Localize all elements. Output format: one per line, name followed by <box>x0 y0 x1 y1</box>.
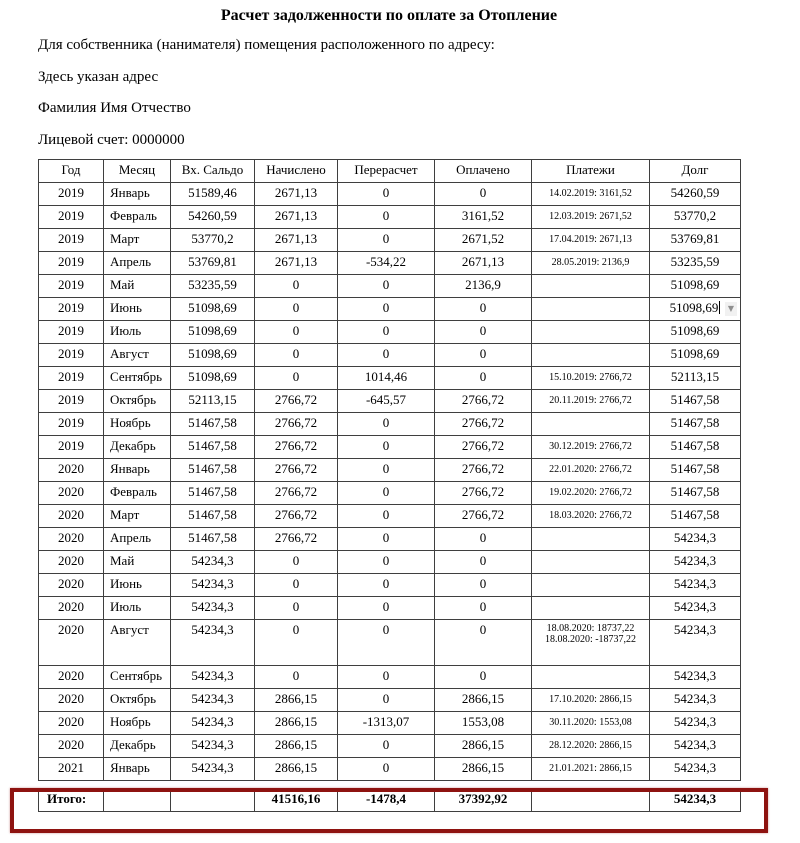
cell-payments <box>532 734 650 757</box>
cell-recalc: 0 <box>338 481 435 504</box>
cell-year: 2019 <box>39 205 104 228</box>
cell-in-balance: 51467,58 <box>171 481 255 504</box>
cell-debt: 54234,3 <box>650 596 741 619</box>
payment-entry: 21.01.2021: 2866,15 <box>549 763 632 774</box>
cell-recalc: 0 <box>338 596 435 619</box>
cell-paid: 2766,72 <box>435 504 532 527</box>
cell-payments <box>532 412 650 435</box>
cell-year: 2019 <box>39 435 104 458</box>
cell-recalc: 0 <box>338 205 435 228</box>
cell-year: 2020 <box>39 734 104 757</box>
cell-paid: 1553,08 <box>435 711 532 734</box>
cell-year: 2020 <box>39 688 104 711</box>
intro-line-name: Фамилия Имя Отчество <box>38 100 191 116</box>
cell-year: 2020 <box>39 481 104 504</box>
cell-paid: 0 <box>435 182 532 205</box>
cell-year: 2019 <box>39 251 104 274</box>
header-debt: Долг <box>650 159 741 182</box>
cell-year: 2020 <box>39 711 104 734</box>
cell-payments <box>532 711 650 734</box>
cell-in-balance: 54234,3 <box>171 573 255 596</box>
payment-entry: 19.02.2020: 2766,72 <box>549 487 632 498</box>
cell-month: Январь <box>104 458 171 481</box>
cell-in-balance: 54234,3 <box>171 619 255 665</box>
cell-payments <box>532 182 650 205</box>
payment-entry: 17.04.2019: 2671,13 <box>549 234 632 245</box>
cell-paid: 2766,72 <box>435 481 532 504</box>
header-recalc: Перерасчет <box>338 159 435 182</box>
cell-year: 2020 <box>39 665 104 688</box>
payment-entry: 28.12.2020: 2866,15 <box>549 740 632 751</box>
cell-year: 2021 <box>39 757 104 780</box>
cell-payments <box>532 757 650 780</box>
cell-accrued: 0 <box>255 274 338 297</box>
cell-debt: 54234,3 <box>650 573 741 596</box>
debt-table <box>38 159 741 781</box>
cell-month: Ноябрь <box>104 711 171 734</box>
cell-payments <box>532 481 650 504</box>
cell-accrued: 0 <box>255 596 338 619</box>
cell-accrued: 2866,15 <box>255 711 338 734</box>
cell-payments <box>532 665 650 688</box>
cell-month: Август <box>104 343 171 366</box>
cell-year: 2019 <box>39 297 104 320</box>
cell-year: 2020 <box>39 573 104 596</box>
cell-debt: 51467,58 <box>650 458 741 481</box>
cell-paid: 0 <box>435 550 532 573</box>
cell-in-balance: 51098,69 <box>171 297 255 320</box>
payment-entry: 22.01.2020: 2766,72 <box>549 464 632 475</box>
text-cursor <box>719 301 720 314</box>
cell-in-balance: 51098,69 <box>171 343 255 366</box>
intro-block <box>0 36 800 150</box>
cell-in-balance: 54234,3 <box>171 596 255 619</box>
cell-accrued: 0 <box>255 619 338 665</box>
cell-month: Январь <box>104 757 171 780</box>
cell-debt: 53770,2 <box>650 205 741 228</box>
payment-entry: 17.10.2020: 2866,15 <box>549 694 632 705</box>
cell-debt: 51098,69 <box>650 343 741 366</box>
cell-year: 2019 <box>39 412 104 435</box>
table-row <box>39 435 741 458</box>
intro-line-address: Здесь указан адрес <box>38 68 159 85</box>
payment-entry: 30.12.2019: 2766,72 <box>549 441 632 452</box>
cell-accrued: 2766,72 <box>255 458 338 481</box>
cell-in-balance: 53235,59 <box>171 274 255 297</box>
table-row <box>39 274 741 297</box>
cell-in-balance: 54234,3 <box>171 757 255 780</box>
cell-payments <box>532 504 650 527</box>
header-month: Месяц <box>104 159 171 182</box>
cell-accrued: 2766,72 <box>255 527 338 550</box>
cell-paid: 0 <box>435 665 532 688</box>
intro-line-account: Лицевой счет: 0000000 <box>38 131 185 148</box>
cell-accrued: 0 <box>255 665 338 688</box>
cell-accrued: 2671,13 <box>255 251 338 274</box>
cell-payments <box>532 458 650 481</box>
cell-accrued: 2766,72 <box>255 412 338 435</box>
cell-debt: 52113,15 <box>650 366 741 389</box>
cell-month: Март <box>104 228 171 251</box>
cell-year: 2019 <box>39 228 104 251</box>
table-row <box>39 527 741 550</box>
cell-paid: 2766,72 <box>435 389 532 412</box>
cell-accrued: 2671,13 <box>255 182 338 205</box>
cell-paid: 2766,72 <box>435 458 532 481</box>
payment-entry: 20.11.2019: 2766,72 <box>549 395 632 406</box>
cell-month: Август <box>104 619 171 665</box>
table-row <box>39 182 741 205</box>
cell-debt: 54234,3 <box>650 527 741 550</box>
table-row <box>39 711 741 734</box>
cell-payments <box>532 343 650 366</box>
cell-year: 2019 <box>39 320 104 343</box>
cell-debt: 53769,81 <box>650 228 741 251</box>
cell-paid: 0 <box>435 573 532 596</box>
cell-recalc: 0 <box>338 343 435 366</box>
cell-recalc: 0 <box>338 458 435 481</box>
cell-recalc: -645,57 <box>338 389 435 412</box>
cell-month: Апрель <box>104 527 171 550</box>
cell-in-balance: 54234,3 <box>171 688 255 711</box>
cell-paid: 2766,72 <box>435 435 532 458</box>
cell-month: Сентябрь <box>104 366 171 389</box>
header-year: Год <box>39 159 104 182</box>
cell-payments <box>532 435 650 458</box>
cell-in-balance: 51467,58 <box>171 504 255 527</box>
cell-payments <box>532 251 650 274</box>
cell-payments <box>532 596 650 619</box>
payment-entry: 14.02.2019: 3161,52 <box>549 188 632 199</box>
payment-entry: 30.11.2020: 1553,08 <box>549 717 632 728</box>
cell-in-balance: 54260,59 <box>171 205 255 228</box>
cell-accrued: 2766,72 <box>255 481 338 504</box>
cell-month: Февраль <box>104 205 171 228</box>
cell-debt: 51467,58 <box>650 412 741 435</box>
cell-recalc: 0 <box>338 297 435 320</box>
cell-month: Декабрь <box>104 435 171 458</box>
dropdown-button[interactable]: ▼ <box>725 302 737 316</box>
cell-recalc: 0 <box>338 182 435 205</box>
table-row <box>39 619 741 665</box>
cell-payments <box>532 619 650 665</box>
cell-in-balance: 51467,58 <box>171 412 255 435</box>
cell-month: Апрель <box>104 251 171 274</box>
cell-in-balance: 53770,2 <box>171 228 255 251</box>
cell-debt: 51467,58 <box>650 389 741 412</box>
cell-debt: 54234,3 <box>650 711 741 734</box>
cell-in-balance: 51467,58 <box>171 527 255 550</box>
cell-paid: 0 <box>435 596 532 619</box>
cell-year: 2020 <box>39 527 104 550</box>
table-row <box>39 228 741 251</box>
totals-accrued: 41516,16 <box>255 788 338 811</box>
cell-recalc: -1313,07 <box>338 711 435 734</box>
cell-paid: 2136,9 <box>435 274 532 297</box>
totals-label: Итого: <box>39 788 104 811</box>
payment-entry: 12.03.2019: 2671,52 <box>549 211 632 222</box>
cell-recalc: 0 <box>338 504 435 527</box>
cell-debt: 53235,59 <box>650 251 741 274</box>
cell-paid: 2766,72 <box>435 412 532 435</box>
cell-accrued: 0 <box>255 573 338 596</box>
cell-paid: 3161,52 <box>435 205 532 228</box>
cell-year: 2020 <box>39 596 104 619</box>
cell-debt: 54234,3 <box>650 619 741 665</box>
table-row <box>39 320 741 343</box>
cell-recalc: 0 <box>338 665 435 688</box>
payment-entry: 15.10.2019: 2766,72 <box>549 372 632 383</box>
cell-month: Июнь <box>104 573 171 596</box>
cell-debt: 51467,58 <box>650 435 741 458</box>
cell-accrued: 0 <box>255 366 338 389</box>
cell-paid: 0 <box>435 619 532 665</box>
cell-in-balance: 54234,3 <box>171 711 255 734</box>
totals-in-balance-empty <box>171 788 255 811</box>
cell-payments <box>532 320 650 343</box>
cell-month: Октябрь <box>104 688 171 711</box>
cell-month: Январь <box>104 182 171 205</box>
table-row <box>39 688 741 711</box>
cell-paid: 0 <box>435 343 532 366</box>
cell-recalc: 1014,46 <box>338 366 435 389</box>
table-row <box>39 343 741 366</box>
cell-month: Сентябрь <box>104 665 171 688</box>
table-row <box>39 481 741 504</box>
cell-payments <box>532 573 650 596</box>
cell-recalc: -534,22 <box>338 251 435 274</box>
cell-in-balance: 54234,3 <box>171 665 255 688</box>
cell-debt: 51467,58 <box>650 481 741 504</box>
table-row <box>39 757 741 780</box>
table-row <box>39 458 741 481</box>
payment-entry: 18.08.2020: 18737,22 <box>546 622 635 634</box>
cell-paid: 2866,15 <box>435 757 532 780</box>
cell-accrued: 2671,13 <box>255 228 338 251</box>
totals-month-empty <box>104 788 171 811</box>
table-row <box>39 665 741 688</box>
cell-in-balance: 51467,58 <box>171 435 255 458</box>
cell-recalc: 0 <box>338 274 435 297</box>
cell-payments <box>532 205 650 228</box>
header-accrued: Начислено <box>255 159 338 182</box>
cell-recalc: 0 <box>338 320 435 343</box>
cell-accrued: 0 <box>255 550 338 573</box>
cell-debt: 54234,3 <box>650 734 741 757</box>
cell-recalc: 0 <box>338 619 435 665</box>
cell-accrued: 0 <box>255 343 338 366</box>
cell-month: Июль <box>104 596 171 619</box>
debt-value: 51098,69 <box>669 300 719 316</box>
header-in-balance: Вх. Сальдо <box>171 159 255 182</box>
cell-payments <box>532 297 650 320</box>
totals-table <box>38 788 741 812</box>
cell-year: 2019 <box>39 366 104 389</box>
cell-year: 2020 <box>39 458 104 481</box>
cell-accrued: 2766,72 <box>255 435 338 458</box>
cell-in-balance: 51589,46 <box>171 182 255 205</box>
cell-year: 2020 <box>39 619 104 665</box>
cell-paid: 0 <box>435 320 532 343</box>
table-row <box>39 734 741 757</box>
cell-accrued: 2866,15 <box>255 688 338 711</box>
cell-recalc: 0 <box>338 550 435 573</box>
cell-payments <box>532 527 650 550</box>
cell-in-balance: 53769,81 <box>171 251 255 274</box>
cell-accrued: 2766,72 <box>255 504 338 527</box>
cell-in-balance: 52113,15 <box>171 389 255 412</box>
cell-month: Февраль <box>104 481 171 504</box>
cell-recalc: 0 <box>338 757 435 780</box>
cell-paid: 0 <box>435 527 532 550</box>
cell-recalc: 0 <box>338 688 435 711</box>
cell-debt: 54234,3 <box>650 688 741 711</box>
cell-paid: 2866,15 <box>435 688 532 711</box>
cell-recalc: 0 <box>338 412 435 435</box>
totals-recalc: -1478,4 <box>338 788 435 811</box>
cell-payments <box>532 366 650 389</box>
cell-accrued: 2866,15 <box>255 734 338 757</box>
cell-debt: 51467,58 <box>650 504 741 527</box>
payment-entry: 18.08.2020: -18737,22 <box>544 633 637 645</box>
cell-paid: 0 <box>435 366 532 389</box>
totals-paid: 37392,92 <box>435 788 532 811</box>
cell-debt <box>650 297 741 320</box>
cell-paid: 2671,13 <box>435 251 532 274</box>
table-row <box>39 596 741 619</box>
cell-month: Март <box>104 504 171 527</box>
cell-accrued: 2766,72 <box>255 389 338 412</box>
cell-in-balance: 51098,69 <box>171 366 255 389</box>
cell-month: Июль <box>104 320 171 343</box>
cell-month: Ноябрь <box>104 412 171 435</box>
header-payments: Платежи <box>532 159 650 182</box>
cell-debt: 54234,3 <box>650 550 741 573</box>
cell-recalc: 0 <box>338 527 435 550</box>
cell-year: 2020 <box>39 504 104 527</box>
payment-entry: 18.03.2020: 2766,72 <box>549 510 632 521</box>
cell-payments <box>532 228 650 251</box>
totals-row <box>39 788 741 811</box>
totals-debt: 54234,3 <box>650 788 741 811</box>
cell-payments <box>532 389 650 412</box>
cell-debt: 54260,59 <box>650 182 741 205</box>
table-row <box>39 366 741 389</box>
cell-accrued: 0 <box>255 320 338 343</box>
cell-accrued: 0 <box>255 297 338 320</box>
cell-debt: 54234,3 <box>650 757 741 780</box>
table-header-row <box>39 159 741 182</box>
cell-debt: 51098,69 <box>650 320 741 343</box>
cell-recalc: 0 <box>338 573 435 596</box>
cell-year: 2019 <box>39 343 104 366</box>
table-row <box>39 297 741 320</box>
cell-debt: 54234,3 <box>650 665 741 688</box>
page-title: Расчет задолженности по оплате за Отопление <box>220 7 558 24</box>
cell-in-balance: 54234,3 <box>171 734 255 757</box>
table-row <box>39 550 741 573</box>
table-row <box>39 205 741 228</box>
cell-recalc: 0 <box>338 228 435 251</box>
cell-month: Май <box>104 550 171 573</box>
table-row <box>39 412 741 435</box>
cell-recalc: 0 <box>338 734 435 757</box>
cell-year: 2019 <box>39 389 104 412</box>
cell-month: Октябрь <box>104 389 171 412</box>
cell-accrued: 2671,13 <box>255 205 338 228</box>
cell-paid: 2671,52 <box>435 228 532 251</box>
cell-debt: 51098,69 <box>650 274 741 297</box>
cell-payments <box>532 550 650 573</box>
cell-accrued: 2866,15 <box>255 757 338 780</box>
cell-year: 2019 <box>39 182 104 205</box>
cell-year: 2020 <box>39 550 104 573</box>
cell-recalc: 0 <box>338 435 435 458</box>
cell-year: 2019 <box>39 274 104 297</box>
totals-payments-empty <box>532 788 650 811</box>
payment-entry: 28.05.2019: 2136,9 <box>551 257 630 268</box>
table-row <box>39 389 741 412</box>
table-row <box>39 573 741 596</box>
table-row <box>39 251 741 274</box>
cell-in-balance: 51098,69 <box>171 320 255 343</box>
cell-month: Май <box>104 274 171 297</box>
intro-line-address-label: Для собственника (нанимателя) помещения расположенного по адресу: <box>38 37 495 53</box>
cell-paid: 0 <box>435 297 532 320</box>
cell-month: Декабрь <box>104 734 171 757</box>
cell-in-balance: 51467,58 <box>171 458 255 481</box>
table-body <box>39 182 741 780</box>
header-paid: Оплачено <box>435 159 532 182</box>
cell-payments <box>532 274 650 297</box>
cell-in-balance: 54234,3 <box>171 550 255 573</box>
cell-month: Июнь <box>104 297 171 320</box>
cell-payments <box>532 688 650 711</box>
table-row <box>39 504 741 527</box>
cell-paid: 2866,15 <box>435 734 532 757</box>
